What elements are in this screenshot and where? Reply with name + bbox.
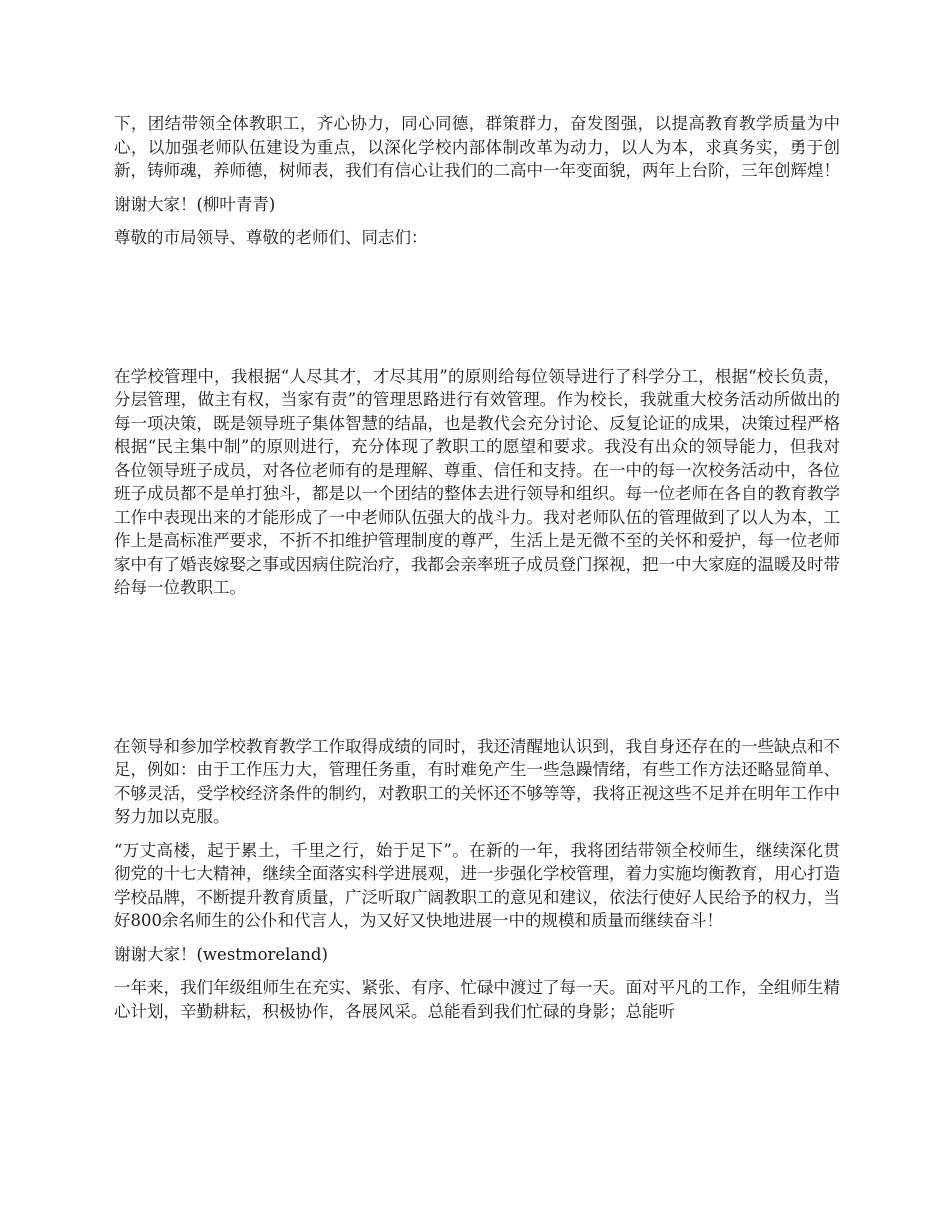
paragraph-thanks-2: 谢谢大家！(westmoreland) (114, 944, 328, 964)
paragraph-closing-vision: 下，团结带领全体教职工，齐心协力，同心同德，群策群力，奋发图强，以提高教育教学质量为中心，以加强老师队伍建设为重点，以深化学校内部体制改革为动力，以人为本，求真务实，勇于创新，铸师魂，养师德，树师表，我们有信心让我们的二高中一年变面貌，两年上台阶，三年创辉煌！ (114, 114, 840, 180)
paragraph-thanks-1: 谢谢大家！(柳叶青青) (114, 194, 276, 214)
paragraph-salutation: 尊敬的市局领导、尊敬的老师们、同志们： (114, 228, 428, 247)
blank-gap (114, 250, 840, 365)
paragraph-new-year-plan: “万丈高楼，起于累土，千里之行，始于足下”。在新的一年，我将团结带领全校师生，继续深化贯彻党的十七大精神，继续全面落实科学进展观，进一步强化学校管理，着力实施均衡教育，用心打造学校品牌，不断提升教育质量，广泛听取广阔教职工的意见和建议，依法行使好人民给予的权力，当好800余名师生的公仆和代言人，为又好又快地进展一中的规模和质量而继续奋斗！ (114, 840, 840, 930)
paragraph-shortcomings: 在领导和参加学校教育教学工作取得成绩的同时，我还清醒地认识到，我自身还存在的一些缺点和不足，例如：由于工作压力大，管理任务重，有时难免产生一些急躁情绪，有些工作方法还略显简单、不够灵活，受学校经济条件的制约，对教职工的关怀还不够等等，我将正视这些不足并在明年工作中努力加以克服。 (114, 736, 840, 826)
blank-gap (114, 600, 840, 735)
paragraph-grade-group: 一年来，我们年级组师生在充实、紧张、有序、忙碌中渡过了每一天。面对平凡的工作，全组师生精心计划，辛勤耕耘，积极协作，各展风采。总能看到我们忙碌的身影；总能听 (114, 978, 840, 1021)
paragraph-school-management: 在学校管理中，我根据“人尽其才，才尽其用”的原则给每位领导进行了科学分工，根据“校长负责，分层管理，做主有权，当家有责”的管理思路进行有效管理。作为校长，我就重大校务活动所做出的每一项决策，既是领导班子集体智慧的结晶，也是教代会充分讨论、反复论证的成果，决策过程严格根据“民主集中制”的原则进行，充分体现了教职工的愿望和要求。我没有出众的领导能力，但我对各位领导班子成员，对各位老师有的是理解、尊重、信任和支持。在一中的每一次校务活动中，各位班子成员都不是单打独斗，都是以一个团结的整体去进行领导和组织。每一位老师在各自的教育教学工作中表现出来的才能形成了一中老师队伍强大的战斗力。我对老师队伍的管理做到了以人为本，工作上是高标准严要求，不折不扣维护管理制度的尊严，生活上是无微不至的关怀和爱护，每一位老师家中有了婚丧嫁娶之事或因病住院治疗，我都会亲率班子成员登门探视，把一中大家庭的温暖及时带给每一位教职工。 (114, 366, 840, 597)
document-page (114, 112, 840, 1023)
